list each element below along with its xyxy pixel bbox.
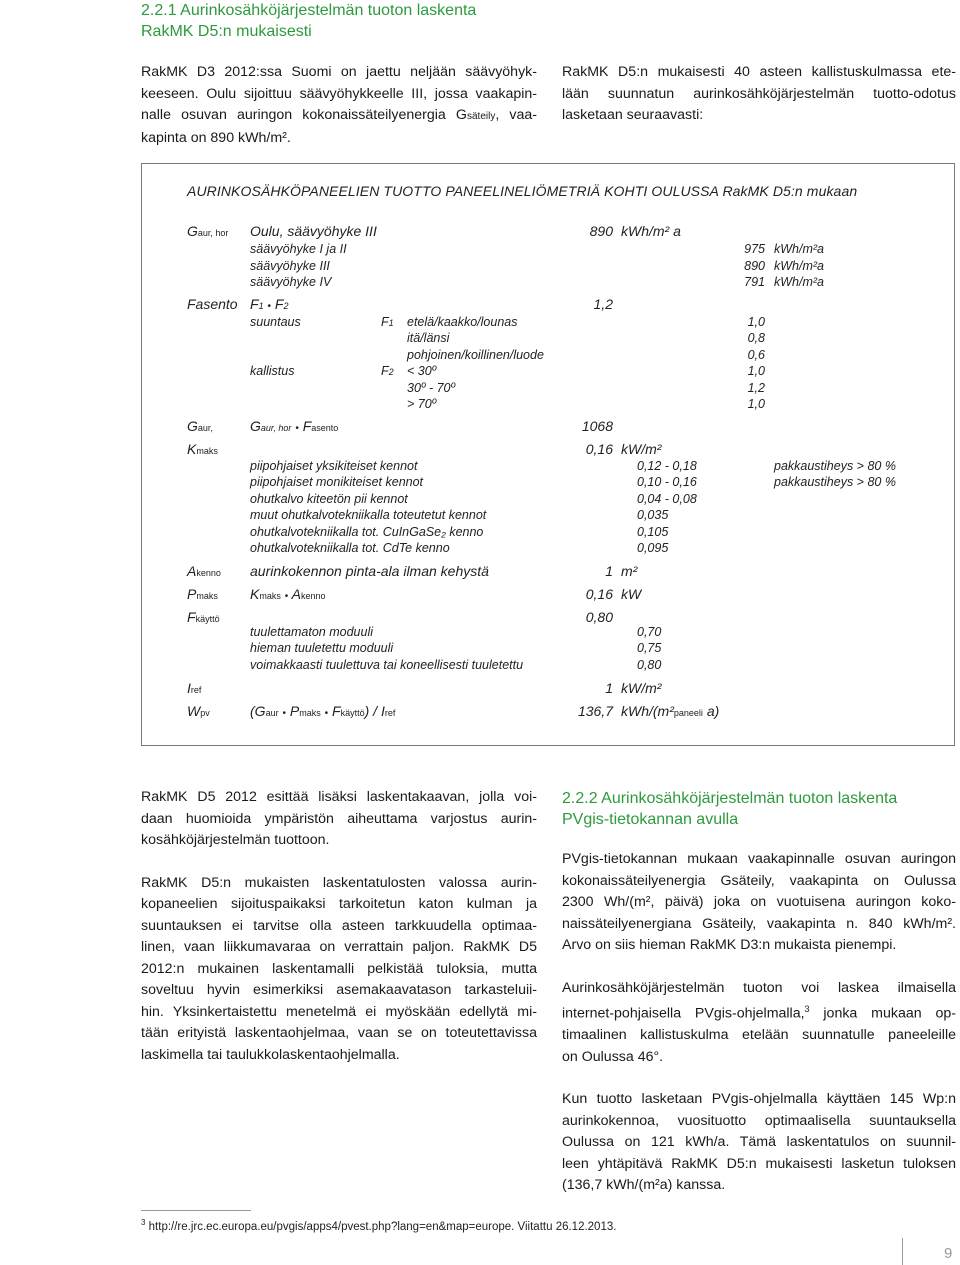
cell-type-value: 0,12 - 0,18 (637, 459, 697, 473)
footnote-rule (141, 1210, 251, 1211)
fasento-value: 1,2 (593, 296, 613, 312)
akenno-symbol: Akenno (187, 563, 221, 579)
text-line: internet-pohjaisella PVgis-ohjelmalla,$^3$ jonka mukaan op- (562, 1004, 956, 1022)
cell-type-label: muut ohutkalvotekniikalla toteutetut kennot (250, 508, 487, 522)
cell-type-note: pakkaustiheys > 80 % (774, 475, 896, 489)
g-hor-value: 890 (589, 223, 613, 239)
spacer (141, 852, 537, 873)
iref-unit: kW/m² (621, 680, 662, 696)
orientation-value: 1,0 (747, 315, 765, 329)
footnote-link[interactable]: http://re.jrc.ec.europa.eu/pvgis/apps4/pvest.php?lang=en&map=europe. Viitattu 26.12.2013. (148, 1220, 617, 1233)
zone-value: 890 (744, 259, 765, 273)
text-line: naissäteilyenergiana Gsäteily, vaakapinta n. 840 kWh/m². (562, 915, 956, 932)
intro-right-line: RakMK D5:n mukaisesti 40 asteen kallistuskulmassa ete- (562, 64, 956, 80)
text-line: Aurinkosähköjärjestelmän tuoton voi laskea ilmaisella (562, 979, 956, 996)
intro-left-paragraph (141, 62, 537, 149)
kmaks-unit: kW/m² (621, 441, 662, 457)
g-aur-value: 1068 (581, 418, 613, 434)
kmaks-symbol: Kmaks (187, 441, 218, 457)
table-title: AURINKOSÄHKÖPANEELIEN TUOTTO PANEELINELIÖMETRIÄ KOHTI OULUSSA RakMK D5:n mukaan (187, 183, 858, 199)
text-line: timaalinen kallistuskulma etelään suunnatulle paneeleille (562, 1027, 956, 1044)
g-aur-symbol: Gaur, (187, 418, 213, 434)
text-line: soveltuu hyvin esimerkiksi asemakaavatason tarkasteluii- (141, 982, 537, 998)
text-line: RakMK D5 2012 esittää lisäksi laskentakaavan, jolla voi- (141, 789, 537, 805)
ventilation-label: hieman tuuletettu moduuli (250, 641, 394, 655)
ventilation-label: tuulettamaton moduuli (250, 625, 373, 639)
g-hor-symbol: Gaur, hor (187, 223, 229, 239)
lower-left-text (141, 787, 537, 1066)
fasento-formula: F1 • F2 (250, 296, 289, 312)
text-line: Oulussa on 121 kWh/a. Tämä laskentatulos on suunnil- (562, 1134, 956, 1151)
kallistus-factor: F2 (381, 364, 394, 378)
suuntaus-factor: F1 (381, 315, 394, 329)
intro-left-line: keeseen. Oulu sijoittuu säävyöhykkeelle III, jossa vaakapin- (141, 85, 537, 102)
section-222-heading (562, 788, 897, 830)
intro-right-line: lään suunnatun aurinkosähköjärjestelmän tuotto-odotus (562, 85, 956, 102)
g-aur-formula: Gaur, hor • Fasento (250, 418, 339, 434)
zone-label: säävyöhyke III (250, 259, 330, 273)
pmaks-unit: kW (621, 586, 642, 602)
intro-left-text: nalle osuvan auringon kokonaissäteilyenergia G (141, 107, 467, 123)
text-line: kokonaissäteilyenergia Gsäteily, vaakapinta on Oulussa (562, 872, 956, 889)
ventilation-value: 0,75 (637, 641, 662, 655)
cell-type-label: piipohjaiset monikiteiset kennot (250, 475, 424, 489)
text-line: PVgis-tietokannan mukaan vaakapinnalle osuvan auringon (562, 851, 956, 867)
g-hor-unit: kWh/m² a (621, 223, 681, 239)
section-221-heading (141, 0, 476, 42)
cell-type-label: ohutkalvotekniikalla tot. CdTe kenno (250, 541, 450, 555)
text-line: tään erityistä laskentaohjelmaa, vaan se on toteutettavissa (141, 1025, 537, 1041)
footnote (141, 1218, 616, 1233)
text-line: suuntauksen ei tarvitse olla asteen tarkkuudella optimaa- (141, 917, 537, 934)
tilt-value: 1,0 (747, 364, 765, 378)
akenno-desc: aurinkokennon pinta-ala ilman kehystä (250, 563, 489, 579)
intro-right-paragraph (562, 62, 956, 127)
text-line: hin. Yksinkertaistettu menetelmä ei myöskään edellytä mi- (141, 1003, 537, 1020)
text-line: Arvo on siis hieman RakMK D3:n mukaista pienempi. (562, 937, 897, 953)
cell-type-value: 0,10 - 0,16 (637, 475, 697, 489)
orientation-label: etelä/kaakko/lounas (407, 315, 518, 329)
wpv-unit: kWh/(m²paneeli a) (621, 703, 720, 719)
orientation-label: pohjoinen/koillinen/luode (407, 348, 544, 362)
ventilation-value: 0,70 (637, 625, 662, 639)
section-222-heading-line1: 2.2.2 Aurinkosähköjärjestelmän tuoton laskenta (562, 790, 898, 807)
cell-type-label: ohutkalvo kiteetön pii kennot (250, 492, 408, 506)
zone-unit: kWh/m²a (774, 259, 824, 273)
cell-type-label: ohutkalvotekniikalla tot. CuInGaSe₂ kenno (250, 525, 484, 539)
page-number: 9 (944, 1245, 953, 1262)
text-line: kosähköjärjestelmän tuottoon. (141, 832, 330, 848)
fkaytto-value: 0,80 (585, 609, 613, 625)
wpv-value: 136,7 (577, 703, 613, 719)
text-line: aurinkokennoa, vuosituotto optimaalisella suuntauksella (562, 1112, 956, 1129)
intro-right-line: lasketaan seuraavasti: (562, 107, 704, 123)
spacer (562, 1068, 956, 1089)
zone-unit: kWh/m²a (774, 242, 824, 256)
cell-type-label: piipohjaiset yksikiteiset kennot (250, 459, 418, 473)
cell-type-value: 0,04 - 0,08 (637, 492, 697, 506)
zone-label: säävyöhyke IV (250, 275, 332, 289)
text-line: linen, vaan liikkumavaraa on verrattain paljon. RakMK D5 (141, 939, 537, 955)
text-line: 2012:n mukainen laskentamalli pelkistää tuloksia, mutta (141, 960, 537, 977)
tilt-label: < 30º (407, 364, 437, 378)
akenno-unit: m² (621, 563, 638, 579)
tilt-label: > 70º (407, 397, 437, 411)
tilt-label: 30º - 70º (407, 381, 456, 395)
footnote-number: 3 (141, 1218, 146, 1227)
page-number-divider (902, 1238, 903, 1265)
zone-value: 975 (744, 242, 765, 256)
zone-unit: kWh/m²a (774, 275, 824, 289)
kallistus-label: kallistus (250, 364, 295, 378)
text-line: 2300 Wh/(m², päivä) joka on vuotuisena auringon koko- (562, 894, 956, 910)
tilt-value: 1,2 (747, 381, 765, 395)
zone-label: säävyöhyke I ja II (250, 242, 347, 256)
text-line: leen yhtäpitävä RakMK D5:n mukaisesti lasketun tuloksen (562, 1155, 956, 1172)
fasento-symbol: Fasento (187, 296, 238, 312)
intro-left-line: kapinta on 890 kWh/m². (141, 129, 291, 146)
intro-left-line: RakMK D3 2012:ssa Suomi on jaettu neljään säävyöhyk- (141, 64, 537, 80)
text-line: laskimella tai taulukkolaskentaohjelmalla. (141, 1046, 400, 1063)
pmaks-symbol: Pmaks (187, 586, 218, 602)
intro-left-text: , vaa- (495, 107, 537, 123)
text-line: (136,7 kWh/(m²a) kanssa. (562, 1177, 726, 1194)
iref-symbol: Iref (187, 680, 202, 696)
text-line: kopaneelien sijoituspaikaksi tarkoitetun katon kulman ja (141, 896, 537, 912)
wpv-symbol: Wpv (187, 703, 210, 719)
spacer (562, 957, 956, 978)
fkaytto-symbol: Fkäyttö (187, 609, 220, 625)
g-hor-desc: Oulu, säävyöhyke III (250, 223, 377, 239)
text-line: on Oulussa 46°. (562, 1048, 664, 1065)
iref-value: 1 (605, 680, 613, 696)
pmaks-value: 0,16 (585, 586, 613, 602)
ventilation-value: 0,80 (637, 658, 662, 672)
intro-left-sub: säteily (466, 111, 496, 122)
text-line: RakMK D5:n mukaisten laskentatulosten valossa aurin- (141, 874, 537, 891)
akenno-value: 1 (605, 563, 613, 579)
section-221-heading-line2: RakMK D5:n mukaisesti (141, 23, 312, 40)
intro-left-line (141, 105, 537, 128)
orientation-value: 0,8 (747, 331, 765, 345)
cell-type-value: 0,035 (637, 508, 669, 522)
pmaks-formula: Kmaks • Akenno (250, 586, 326, 602)
ventilation-label: voimakkaasti tuulettuva tai koneellisesti tuuletettu (250, 658, 524, 672)
section-222-heading-line2: PVgis-tietokannan avulla (562, 811, 739, 828)
orientation-value: 0,6 (747, 348, 765, 362)
suuntaus-label: suuntaus (250, 315, 301, 329)
tilt-value: 1,0 (747, 397, 765, 411)
kmaks-value: 0,16 (585, 441, 613, 457)
cell-type-value: 0,105 (637, 525, 669, 539)
orientation-label: itä/länsi (407, 331, 450, 345)
zone-value: 791 (744, 275, 765, 289)
wpv-formula: (Gaur • Pmaks • Fkäyttö) / Iref (250, 703, 396, 719)
section-221-heading-line1: 2.2.1 Aurinkosähköjärjestelmän tuoton laskenta (141, 2, 477, 19)
cell-type-value: 0,095 (637, 541, 669, 555)
cell-type-note: pakkaustiheys > 80 % (774, 459, 896, 473)
text-line: Kun tuotto lasketaan PVgis-ohjelmalla käyttäen 145 Wp:n (562, 1091, 956, 1108)
section-222-text (562, 849, 956, 1197)
text-line: daan huomioida ympäristön aiheuttama varjostus aurin- (141, 810, 537, 827)
